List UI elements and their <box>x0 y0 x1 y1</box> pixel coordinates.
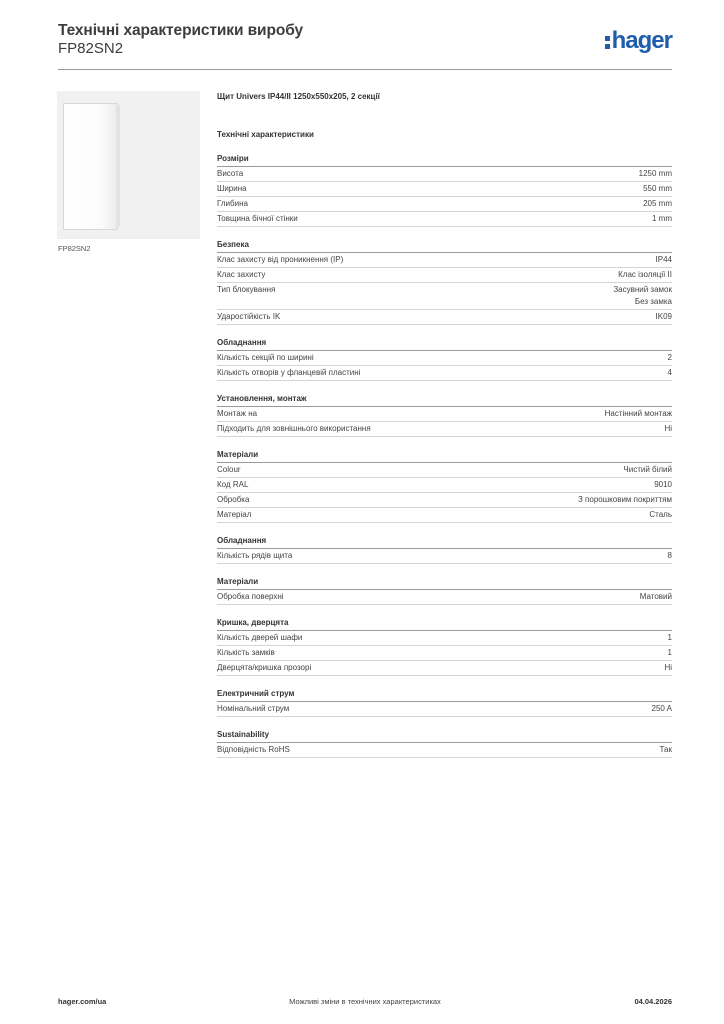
spec-label: Відповідність RoHS <box>217 745 290 754</box>
spec-row <box>217 212 672 227</box>
spec-row <box>217 268 672 283</box>
spec-value: Настінний монтаж <box>604 409 672 418</box>
header-divider <box>58 69 672 70</box>
spec-value: 2 <box>667 353 672 362</box>
spec-group <box>217 617 672 684</box>
spec-value: Сталь <box>649 510 672 519</box>
logo-dots-icon <box>605 27 611 60</box>
spec-value: Так <box>659 745 672 754</box>
spec-label: Монтаж на <box>217 409 258 418</box>
spec-value: Чистий білий <box>623 465 672 474</box>
spec-group-title: Обладнання <box>217 535 672 549</box>
logo-text: hager <box>611 27 672 54</box>
spec-label: Кількість отворів у фланцевій пластині <box>217 368 361 377</box>
hager-logo <box>605 27 672 60</box>
spec-label: Товщина бічної стінки <box>217 214 298 223</box>
spec-value: IK09 <box>655 312 672 321</box>
spec-group <box>217 239 672 333</box>
spec-value: Ні <box>664 663 672 672</box>
cabinet-front <box>63 103 118 230</box>
spec-row <box>217 182 672 197</box>
spec-group <box>217 393 672 445</box>
spec-row <box>217 743 672 758</box>
footer-website: hager.com/ua <box>58 997 107 1006</box>
spec-label: Номінальний струм <box>217 704 290 713</box>
spec-label: Глибина <box>217 199 248 208</box>
spec-label: Клас захисту <box>217 270 266 279</box>
spec-row <box>217 631 672 646</box>
spec-label: Дверцята/кришка прозорі <box>217 663 312 672</box>
spec-value: 250 A <box>651 704 672 713</box>
spec-content <box>217 91 672 766</box>
spec-value: 8 <box>667 551 672 560</box>
image-caption: FP82SN2 <box>58 244 91 253</box>
product-code: FP82SN2 <box>58 40 124 57</box>
product-name: Щит Univers IP44/II 1250x550x205, 2 секції <box>217 92 380 101</box>
spec-group-title: Sustainability <box>217 729 672 743</box>
spec-label: Colour <box>217 465 241 474</box>
spec-label: Кількість дверей шафи <box>217 633 303 642</box>
spec-value: Матовий <box>639 592 672 601</box>
spec-label: Клас захисту від проникнення (IP) <box>217 255 344 264</box>
spec-value: Ні <box>664 424 672 433</box>
spec-row <box>217 702 672 717</box>
spec-group-title: Кришка, дверцята <box>217 617 672 631</box>
spec-value: 205 mm <box>643 199 672 208</box>
spec-groups <box>217 153 672 766</box>
spec-row <box>217 590 672 605</box>
spec-row <box>217 493 672 508</box>
product-image <box>57 91 200 239</box>
spec-label: Ширина <box>217 184 247 193</box>
spec-row <box>217 351 672 366</box>
spec-row <box>217 253 672 268</box>
spec-value: 1 mm <box>652 214 672 223</box>
spec-label: Кількість секцій по ширині <box>217 353 314 362</box>
spec-value: 4 <box>667 368 672 377</box>
spec-group <box>217 153 672 235</box>
spec-section-title: Технічні характеристики <box>217 130 314 139</box>
spec-group-title: Електричний струм <box>217 688 672 702</box>
spec-label: Ударостійкість IK <box>217 312 281 321</box>
spec-value: 1250 mm <box>638 169 672 178</box>
spec-value: 1 <box>667 648 672 657</box>
spec-group-title: Обладнання <box>217 337 672 351</box>
spec-value: IP44 <box>655 255 672 264</box>
spec-value: Засувний замок Без замка <box>613 285 672 306</box>
spec-label: Висота <box>217 169 244 178</box>
spec-label: Обробка поверхні <box>217 592 284 601</box>
spec-row <box>217 661 672 676</box>
spec-label: Підходить для зовнішнього використання <box>217 424 371 433</box>
spec-group <box>217 688 672 725</box>
spec-label: Обробка <box>217 495 250 504</box>
spec-group-title: Матеріали <box>217 449 672 463</box>
spec-row <box>217 407 672 422</box>
spec-label: Матеріал <box>217 510 252 519</box>
spec-group <box>217 535 672 572</box>
spec-group <box>217 576 672 613</box>
spec-group-title: Матеріали <box>217 576 672 590</box>
spec-row <box>217 646 672 661</box>
page-header <box>58 22 672 70</box>
spec-row <box>217 508 672 523</box>
spec-value: 1 <box>667 633 672 642</box>
spec-group-title: Установлення, монтаж <box>217 393 672 407</box>
spec-group <box>217 729 672 766</box>
spec-value: Клас ізоляції II <box>618 270 672 279</box>
spec-row <box>217 422 672 437</box>
spec-row <box>217 478 672 493</box>
spec-row <box>217 549 672 564</box>
footer-date: 04.04.2026 <box>634 997 672 1006</box>
spec-group <box>217 337 672 389</box>
spec-row <box>217 366 672 381</box>
spec-label: Тип блокування <box>217 285 276 294</box>
cabinet-side <box>116 105 120 226</box>
spec-value: 9010 <box>654 480 672 489</box>
spec-row <box>217 167 672 182</box>
spec-row <box>217 310 672 325</box>
spec-label: Код RAL <box>217 480 249 489</box>
spec-label: Кількість рядів щита <box>217 551 293 560</box>
spec-group <box>217 449 672 531</box>
spec-value: З порошковим покриттям <box>578 495 672 504</box>
spec-row <box>217 197 672 212</box>
spec-row <box>217 463 672 478</box>
spec-group-title: Безпека <box>217 239 672 253</box>
spec-value: 550 mm <box>643 184 672 193</box>
footer-note: Можливі зміни в технічних характеристиках <box>289 997 441 1006</box>
page-title: Технічні характеристики виробу <box>58 22 303 39</box>
spec-group-title: Розміри <box>217 153 672 167</box>
spec-label: Кількість замків <box>217 648 275 657</box>
spec-row <box>217 283 672 310</box>
